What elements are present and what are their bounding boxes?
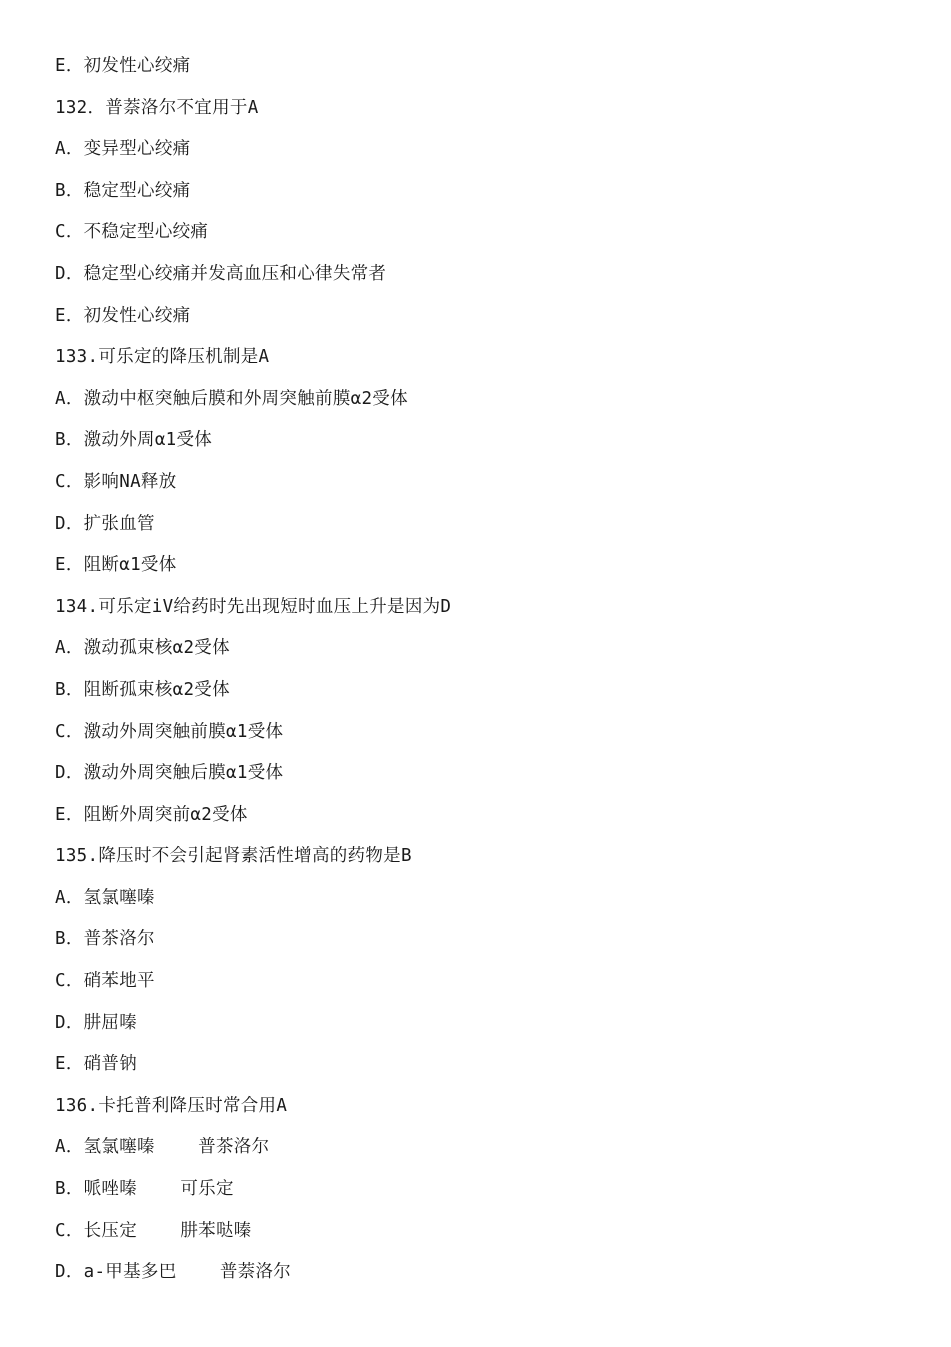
- option-text: E．初发性心绞痛: [55, 305, 191, 326]
- option-text: D．激动外周突触后膜α1受体: [55, 763, 284, 784]
- option-text: A．氢氯噻嗪 普茶洛尔: [55, 1137, 270, 1158]
- option-text: B．阻断孤束核α2受体: [55, 679, 230, 700]
- option-text: C．影响NA释放: [55, 471, 177, 492]
- document-page: [55, 52, 915, 1300]
- option-text: B．普茶洛尔: [55, 929, 155, 950]
- option-text: B．哌唑嗪 可乐定: [55, 1179, 234, 1200]
- option-text: E．阻断外周突前α2受体: [55, 804, 248, 825]
- question-text: 134.可乐定iV给药时先出现短时血压上升是因为D: [55, 596, 452, 617]
- option-text: B．稳定型心绞痛: [55, 180, 191, 201]
- option-text: D．扩张血管: [55, 513, 155, 534]
- option-text: E．阻断α1受体: [55, 555, 177, 576]
- option-text: A．氢氯噻嗪: [55, 887, 155, 908]
- option-text: D．a-甲基多巴 普萘洛尔: [55, 1262, 292, 1283]
- option-text: D．肼屈嗪: [55, 1012, 138, 1033]
- question-text: 133.可乐定的降压机制是A: [55, 347, 270, 368]
- option-text: E．初发性心绞痛: [55, 56, 191, 76]
- option-text: C．硝苯地平: [55, 971, 155, 992]
- question-text: 136.卡托普利降压时常合用A: [55, 1095, 288, 1116]
- option-text: A．激动中枢突触后膜和外周突触前膜α2受体: [55, 388, 408, 409]
- option-text: C．激动外周突触前膜α1受体: [55, 721, 284, 742]
- option-text: C．长压定 肼苯哒嗪: [55, 1220, 252, 1241]
- option-text: A．变异型心绞痛: [55, 139, 191, 160]
- option-text: D．稳定型心绞痛并发高血压和心律失常者: [55, 263, 387, 284]
- question-text: 132．普萘洛尔不宜用于A: [55, 97, 259, 118]
- option-text: A．激动孤束核α2受体: [55, 638, 230, 659]
- option-text: C．不稳定型心绞痛: [55, 222, 209, 243]
- question-text: 135.降压时不会引起肾素活性增高的药物是B: [55, 846, 412, 867]
- option-text: B．激动外周α1受体: [55, 430, 213, 451]
- option-text: E．硝普钠: [55, 1054, 138, 1075]
